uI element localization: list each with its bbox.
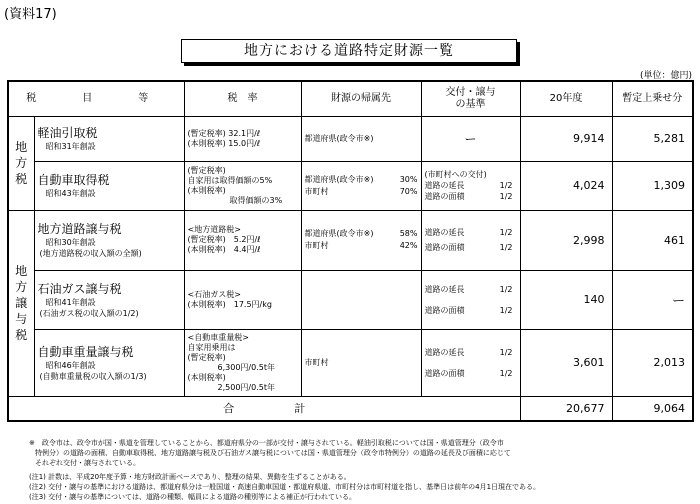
tax-name: 軽油引取税 [37, 126, 98, 140]
tax-name-cell [34, 270, 184, 329]
group-local-tax-label: 地方税 [15, 140, 28, 186]
basis-cell [421, 161, 520, 210]
destination-cell [301, 210, 421, 270]
destination-cell: 市町村 [301, 329, 421, 396]
rate-line: (本則税率) [187, 185, 226, 195]
tax-established: 昭和46年創設 [45, 360, 96, 370]
header-provisional: 暫定上乗せ分 [612, 81, 693, 116]
rate-line: (本則税率) [187, 372, 226, 382]
destination-name: 市町村 [304, 186, 329, 196]
basis-fraction: 1/2 [499, 243, 513, 252]
basis-fraction: 1/2 [499, 347, 513, 357]
group-local-transfer [8, 210, 34, 396]
total-label: 合計 [223, 402, 366, 416]
rate-line: 自家用乗用は [187, 342, 236, 352]
basis-line [425, 242, 517, 253]
provisional-value: 2,013 [612, 329, 693, 396]
tax-name-cell [34, 329, 184, 396]
header-basis-line1: 交付・譲与 [445, 86, 496, 98]
provisional-value: 461 [612, 210, 693, 270]
destination-cell: 都道府県(政令市※) [301, 116, 421, 161]
tax-established: 昭和30年創設 [45, 238, 96, 247]
group-local-tax [8, 116, 34, 210]
rate-line: 6,300円/0.5t年 [217, 362, 275, 372]
table-row-keiyu [8, 116, 693, 161]
basis-label: 道路の延長 [424, 347, 465, 357]
basis-label: 道路の面積 [424, 243, 465, 252]
note-3: (注3) 交付・譲与の基準については、道路の種類、幅員による道路の種別等による補正が行われている。 [29, 493, 356, 501]
tax-established: 昭和43年創設 [45, 189, 96, 198]
table-row-chiho-doro [8, 210, 693, 270]
provisional-value: ー [612, 270, 693, 329]
basis-fraction: 1/2 [499, 284, 513, 294]
rate-line: (暫定税率) [187, 165, 226, 175]
rate-line: (暫定税率) 32.1円/ℓ [187, 128, 261, 138]
tax-name-cell [34, 210, 184, 270]
basis-fraction: 1/2 [499, 192, 513, 201]
basis-cell [421, 329, 520, 396]
note-designated-city-cont: 特例分）の道路の面積、自動車取得税、地方道路譲与税及び石油ガス譲与税については国・県道管理分（政令市特例分）の道路の延長及び面積に応じて [35, 449, 511, 457]
tax-rate-cell [184, 329, 301, 396]
destination-cell [301, 161, 421, 210]
year-value: 2,998 [520, 210, 612, 270]
destination-line [305, 240, 418, 252]
footnotes [29, 438, 691, 502]
destination-line [305, 174, 418, 186]
header-row [8, 81, 693, 116]
rate-line: (暫定税率) [187, 352, 226, 362]
destination-pct: 42% [399, 241, 418, 250]
tax-rate-cell [184, 116, 301, 161]
rate-line: 2,500円/0.5t年 [217, 382, 275, 392]
tax-name-cell [34, 161, 184, 210]
table-row-juryo [8, 329, 693, 396]
basis-line [425, 284, 517, 295]
tax-name: 自動車取得税 [37, 173, 110, 187]
basis-line [425, 191, 517, 202]
basis-fraction: 1/2 [499, 181, 513, 190]
basis-label: 道路の延長 [424, 228, 465, 237]
destination-name: 都道府県(政令市※) [304, 229, 374, 238]
unit-label: (単位：億円) [639, 71, 692, 81]
page-title: 地方における道路特定財源一覧 [181, 39, 517, 63]
basis-cell [421, 210, 520, 270]
basis-label: 道路の面積 [424, 192, 465, 201]
tax-established: 昭和41年創設 [45, 297, 96, 307]
destination-line [305, 228, 418, 240]
tax-rate-cell [184, 161, 301, 210]
provisional-value: 1,309 [612, 161, 693, 210]
total-provisional-value: 9,064 [612, 396, 693, 421]
year-value: 4,024 [520, 161, 612, 210]
table-row-sekiyu-gas [8, 270, 693, 329]
year-value: 140 [520, 270, 612, 329]
tax-name: 自動車重量譲与税 [37, 344, 134, 359]
rate-line: <自動車重量税> [187, 332, 249, 342]
note-designated-city: ※ 政令市は、政令市が国・県道を管理していることから、都道府県分の一部が交付・譲与されている。軽油引取税については国・県道管理分（政令市 [29, 439, 504, 447]
rate-line: (暫定税率) 5.2円/ℓ [187, 235, 261, 244]
rate-line: 自家用は取得価額の5% [187, 175, 273, 185]
basis-line: (市町村への交付) [424, 170, 487, 179]
year-value: 3,601 [520, 329, 612, 396]
basis-cell [421, 270, 520, 329]
note-2: (注2) 交付・譲与の基準における道路は、都道府県分は一般国道・高速自動車国道・都道府県道、市町村分は市町村道を指し、基準日は前年の4月1日現在である。 [29, 483, 541, 491]
rate-line: 取得価額の3% [229, 195, 283, 205]
tax-note: (自動車重量税の収入額の1/3) [39, 371, 147, 381]
total-row [8, 396, 693, 421]
tax-note: (石油ガス税の収入額の1/2) [39, 308, 139, 318]
destination-name: 都道府県(政令市※) [304, 174, 374, 184]
tax-name: 地方道路譲与税 [37, 222, 122, 236]
basis-label: 道路の延長 [424, 284, 465, 294]
header-basis [421, 81, 520, 116]
header-destination: 財源の帰属先 [301, 81, 421, 116]
basis-label: 道路の面積 [424, 368, 465, 378]
destination-pct: 58% [399, 229, 418, 238]
rate-line: (本則税率) 4.4円/ℓ [187, 245, 261, 254]
header-rate: 税 率 [184, 81, 301, 116]
basis-line [425, 227, 517, 238]
provisional-value: 5,281 [612, 116, 693, 161]
destination-cell [301, 270, 421, 329]
total-label-cell [8, 396, 520, 421]
tax-rate-cell [184, 270, 301, 329]
note-1: (注1) 計数は、平成20年度予算・地方財政計画ベースであり、整理の結果、異動を生ずることがある。 [29, 473, 351, 481]
header-tax-item: 税 目 等 [8, 81, 184, 116]
rate-line: (本則税率) 15.0円/ℓ [187, 138, 261, 148]
tax-name-cell [34, 116, 184, 161]
tax-note: (地方道路税の収入額の全額) [39, 249, 142, 258]
tax-established: 昭和31年創設 [45, 142, 96, 151]
basis-line [425, 368, 517, 379]
basis-line [425, 305, 517, 316]
header-basis-line2: の基準 [455, 98, 486, 110]
tax-rate-cell [184, 210, 301, 270]
header-year: 20年度 [520, 81, 612, 116]
year-value: 9,914 [520, 116, 612, 161]
basis-fraction: 1/2 [499, 368, 513, 378]
basis-fraction: 1/2 [499, 305, 513, 315]
destination-line [305, 186, 418, 198]
table-row-jidosha-shutoku [8, 161, 693, 210]
note-designated-city-cont2: それぞれ交付・譲与されている。 [35, 459, 140, 467]
rate-line: <地方道路税> [187, 225, 241, 234]
destination-pct: 30% [399, 174, 418, 184]
document-label: (資料17) [4, 7, 57, 22]
total-year-value: 20,677 [520, 396, 612, 421]
destination-name: 市町村 [304, 241, 329, 250]
basis-label: 道路の延長 [424, 181, 465, 190]
tax-name: 石油ガス譲与税 [37, 281, 122, 296]
basis-cell: ー [421, 116, 520, 161]
group-local-transfer-label: 地方譲与税 [15, 264, 28, 342]
rate-line: (本則税率) 17.5円/kg [187, 299, 272, 309]
destination-pct: 70% [399, 186, 418, 196]
rate-line: <石油ガス税> [187, 289, 241, 299]
basis-fraction: 1/2 [499, 228, 513, 237]
basis-line [425, 180, 517, 191]
road-revenue-table [7, 80, 694, 422]
basis-line [425, 347, 517, 358]
basis-label: 道路の面積 [424, 305, 465, 315]
